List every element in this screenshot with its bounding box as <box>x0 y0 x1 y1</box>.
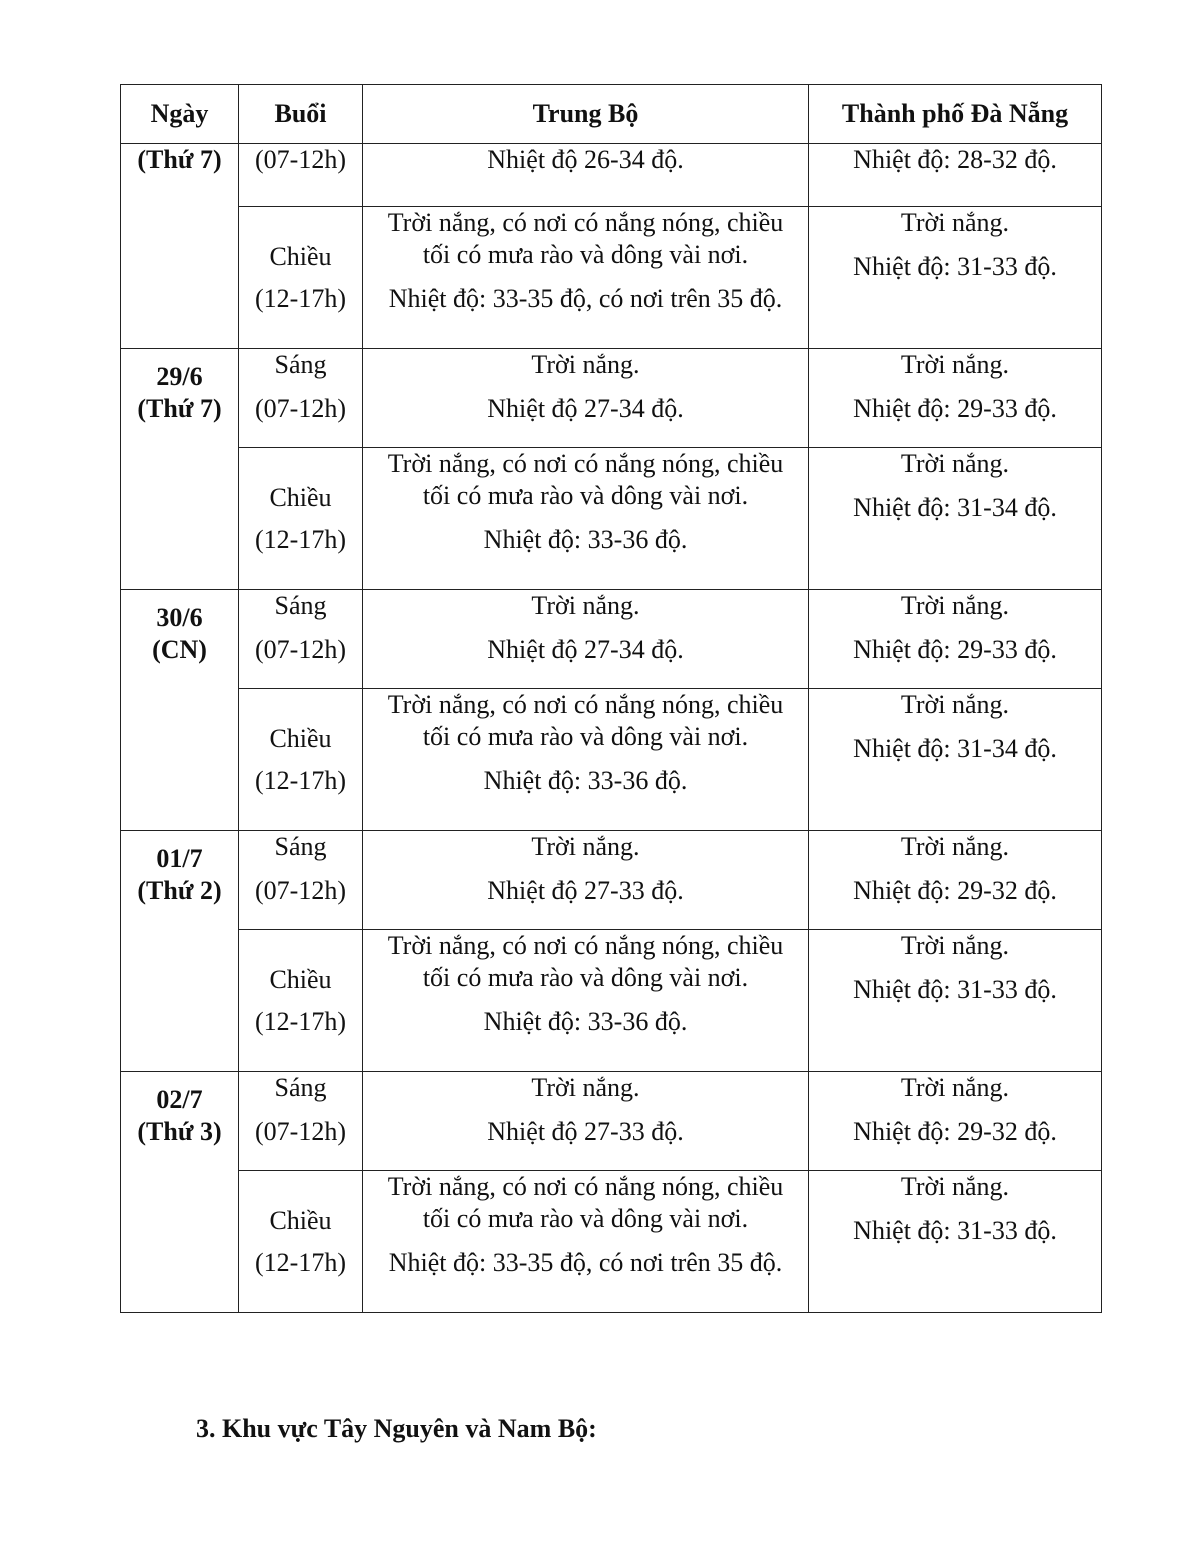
forecast-text: Trời nắng. <box>900 449 1010 478</box>
session-time: (07-12h) <box>255 876 346 905</box>
date: 01/7 <box>156 844 203 873</box>
weekday: (Thứ 3) <box>137 1117 222 1146</box>
danang-cell <box>809 1072 1102 1171</box>
table-row <box>121 448 1102 590</box>
session-time: (12-17h) <box>255 1247 346 1277</box>
forecast-text: Nhiệt độ: 33-35 độ, có nơi trên 35 độ. <box>388 1248 783 1277</box>
forecast-text: Trời nắng. <box>900 350 1010 379</box>
forecast-text: Nhiệt độ 27-33 độ. <box>487 1117 684 1146</box>
header-session: Buổi <box>239 85 363 144</box>
session-time: (07-12h) <box>255 635 346 664</box>
forecast-text: Trời nắng. <box>900 591 1010 620</box>
table-row <box>121 930 1102 1072</box>
danang-cell <box>809 1171 1102 1313</box>
danang-cell <box>809 349 1102 448</box>
header-row <box>121 85 1102 144</box>
forecast-text: Nhiệt độ: 31-33 độ. <box>853 1216 1057 1245</box>
session-time: (07-12h) <box>255 145 346 174</box>
header-day: Ngày <box>121 85 239 144</box>
danang-cell <box>809 207 1102 349</box>
forecast-text: Trời nắng. <box>900 1172 1010 1201</box>
session-cell <box>239 144 363 207</box>
danang-cell <box>809 144 1102 207</box>
central-cell <box>363 831 809 930</box>
day-cell <box>121 349 239 590</box>
session-label: Chiều <box>269 723 332 753</box>
forecast-text: Trời nắng. <box>531 832 640 861</box>
central-cell <box>363 930 809 1072</box>
table-row <box>121 831 1102 930</box>
forecast-text: Nhiệt độ 27-34 độ. <box>487 394 684 423</box>
forecast-text: Trời nắng. <box>531 350 640 379</box>
forecast-text: Trời nắng, có nơi có nắng nóng, chiều tối có mưa rào và dông vài nơi. <box>387 449 784 510</box>
session-cell <box>239 1171 363 1313</box>
weather-forecast-table <box>120 84 1102 1313</box>
session-cell <box>239 1072 363 1171</box>
session-label: Chiều <box>269 482 332 512</box>
table-row <box>121 1171 1102 1313</box>
session-cell <box>239 349 363 448</box>
forecast-text: Trời nắng. <box>531 1073 640 1102</box>
danang-cell <box>809 590 1102 689</box>
forecast-text: Trời nắng. <box>900 1073 1010 1102</box>
session-time: (12-17h) <box>255 283 346 313</box>
session-label: Chiều <box>269 1205 332 1235</box>
day-cell <box>121 1072 239 1313</box>
header-central: Trung Bộ <box>363 85 809 144</box>
session-label: Chiều <box>269 241 332 271</box>
forecast-text: Nhiệt độ: 33-36 độ. <box>483 1007 688 1036</box>
danang-cell <box>809 689 1102 831</box>
central-cell <box>363 144 809 207</box>
session-label: Chiều <box>269 964 332 994</box>
day-cell <box>121 831 239 1072</box>
forecast-text: Nhiệt độ: 29-32 độ. <box>853 876 1057 905</box>
section-heading: 3. Khu vực Tây Nguyên và Nam Bộ: <box>196 1414 597 1443</box>
session-time: (12-17h) <box>255 765 346 795</box>
weekday: (Thứ 7) <box>137 145 222 174</box>
session-cell <box>239 831 363 930</box>
forecast-text: Trời nắng. <box>900 931 1010 960</box>
session-cell <box>239 930 363 1072</box>
danang-cell <box>809 831 1102 930</box>
table-row <box>121 207 1102 349</box>
central-cell <box>363 448 809 590</box>
weekday: (CN) <box>152 635 207 664</box>
session-cell <box>239 207 363 349</box>
header-danang: Thành phố Đà Nẵng <box>809 85 1102 144</box>
weekday: (Thứ 2) <box>137 876 222 905</box>
session-cell <box>239 590 363 689</box>
session-label: Sáng <box>274 350 327 379</box>
forecast-text: Trời nắng, có nơi có nắng nóng, chiều tối có mưa rào và dông vài nơi. <box>387 690 784 751</box>
forecast-text: Nhiệt độ: 31-34 độ. <box>853 734 1057 763</box>
table-row <box>121 689 1102 831</box>
forecast-text: Nhiệt độ: 33-36 độ. <box>483 766 688 795</box>
forecast-text: Nhiệt độ 27-33 độ. <box>487 876 684 905</box>
forecast-text: Trời nắng, có nơi có nắng nóng, chiều tối có mưa rào và dông vài nơi. <box>387 1172 784 1233</box>
session-cell <box>239 448 363 590</box>
central-cell <box>363 1072 809 1171</box>
days-body <box>121 349 1102 1313</box>
forecast-text: Nhiệt độ: 29-33 độ. <box>853 635 1057 664</box>
forecast-text: Trời nắng. <box>531 591 640 620</box>
day-cell <box>121 144 239 349</box>
session-cell <box>239 689 363 831</box>
forecast-text: Nhiệt độ: 31-34 độ. <box>853 493 1057 522</box>
danang-cell <box>809 448 1102 590</box>
forecast-text: Trời nắng. <box>900 208 1010 237</box>
forecast-text: Trời nắng. <box>900 690 1010 719</box>
session-label: Sáng <box>274 832 327 861</box>
forecast-text: Nhiệt độ: 33-36 độ. <box>483 525 688 554</box>
forecast-text: Trời nắng. <box>900 832 1010 861</box>
session-time: (07-12h) <box>255 1117 346 1146</box>
date: 29/6 <box>156 362 203 391</box>
forecast-text: Nhiệt độ 26-34 độ. <box>487 145 684 174</box>
session-time: (07-12h) <box>255 394 346 423</box>
session-time: (12-17h) <box>255 1006 346 1036</box>
forecast-text: Nhiệt độ 27-34 độ. <box>487 635 684 664</box>
session-time: (12-17h) <box>255 524 346 554</box>
forecast-text: Trời nắng, có nơi có nắng nóng, chiều tối có mưa rào và dông vài nơi. <box>387 208 784 269</box>
central-cell <box>363 207 809 349</box>
danang-cell <box>809 930 1102 1072</box>
session-label: Sáng <box>274 1073 327 1102</box>
table-row <box>121 349 1102 448</box>
day-cell <box>121 590 239 831</box>
forecast-text: Nhiệt độ: 29-33 độ. <box>853 394 1057 423</box>
forecast-text: Nhiệt độ: 31-33 độ. <box>853 252 1057 281</box>
forecast-text: Trời nắng, có nơi có nắng nóng, chiều tối có mưa rào và dông vài nơi. <box>387 931 784 992</box>
central-cell <box>363 349 809 448</box>
table-row <box>121 1072 1102 1171</box>
forecast-text: Nhiệt độ: 29-32 độ. <box>853 1117 1057 1146</box>
date: 30/6 <box>156 603 203 632</box>
date: 02/7 <box>156 1085 203 1114</box>
central-cell <box>363 590 809 689</box>
central-cell <box>363 689 809 831</box>
central-cell <box>363 1171 809 1313</box>
session-label: Sáng <box>274 591 327 620</box>
weekday: (Thứ 7) <box>137 394 222 423</box>
table-row <box>121 144 1102 207</box>
table-row <box>121 590 1102 689</box>
forecast-text: Nhiệt độ: 28-32 độ. <box>853 145 1057 174</box>
forecast-text: Nhiệt độ: 31-33 độ. <box>853 975 1057 1004</box>
forecast-text: Nhiệt độ: 33-35 độ, có nơi trên 35 độ. <box>388 284 783 313</box>
